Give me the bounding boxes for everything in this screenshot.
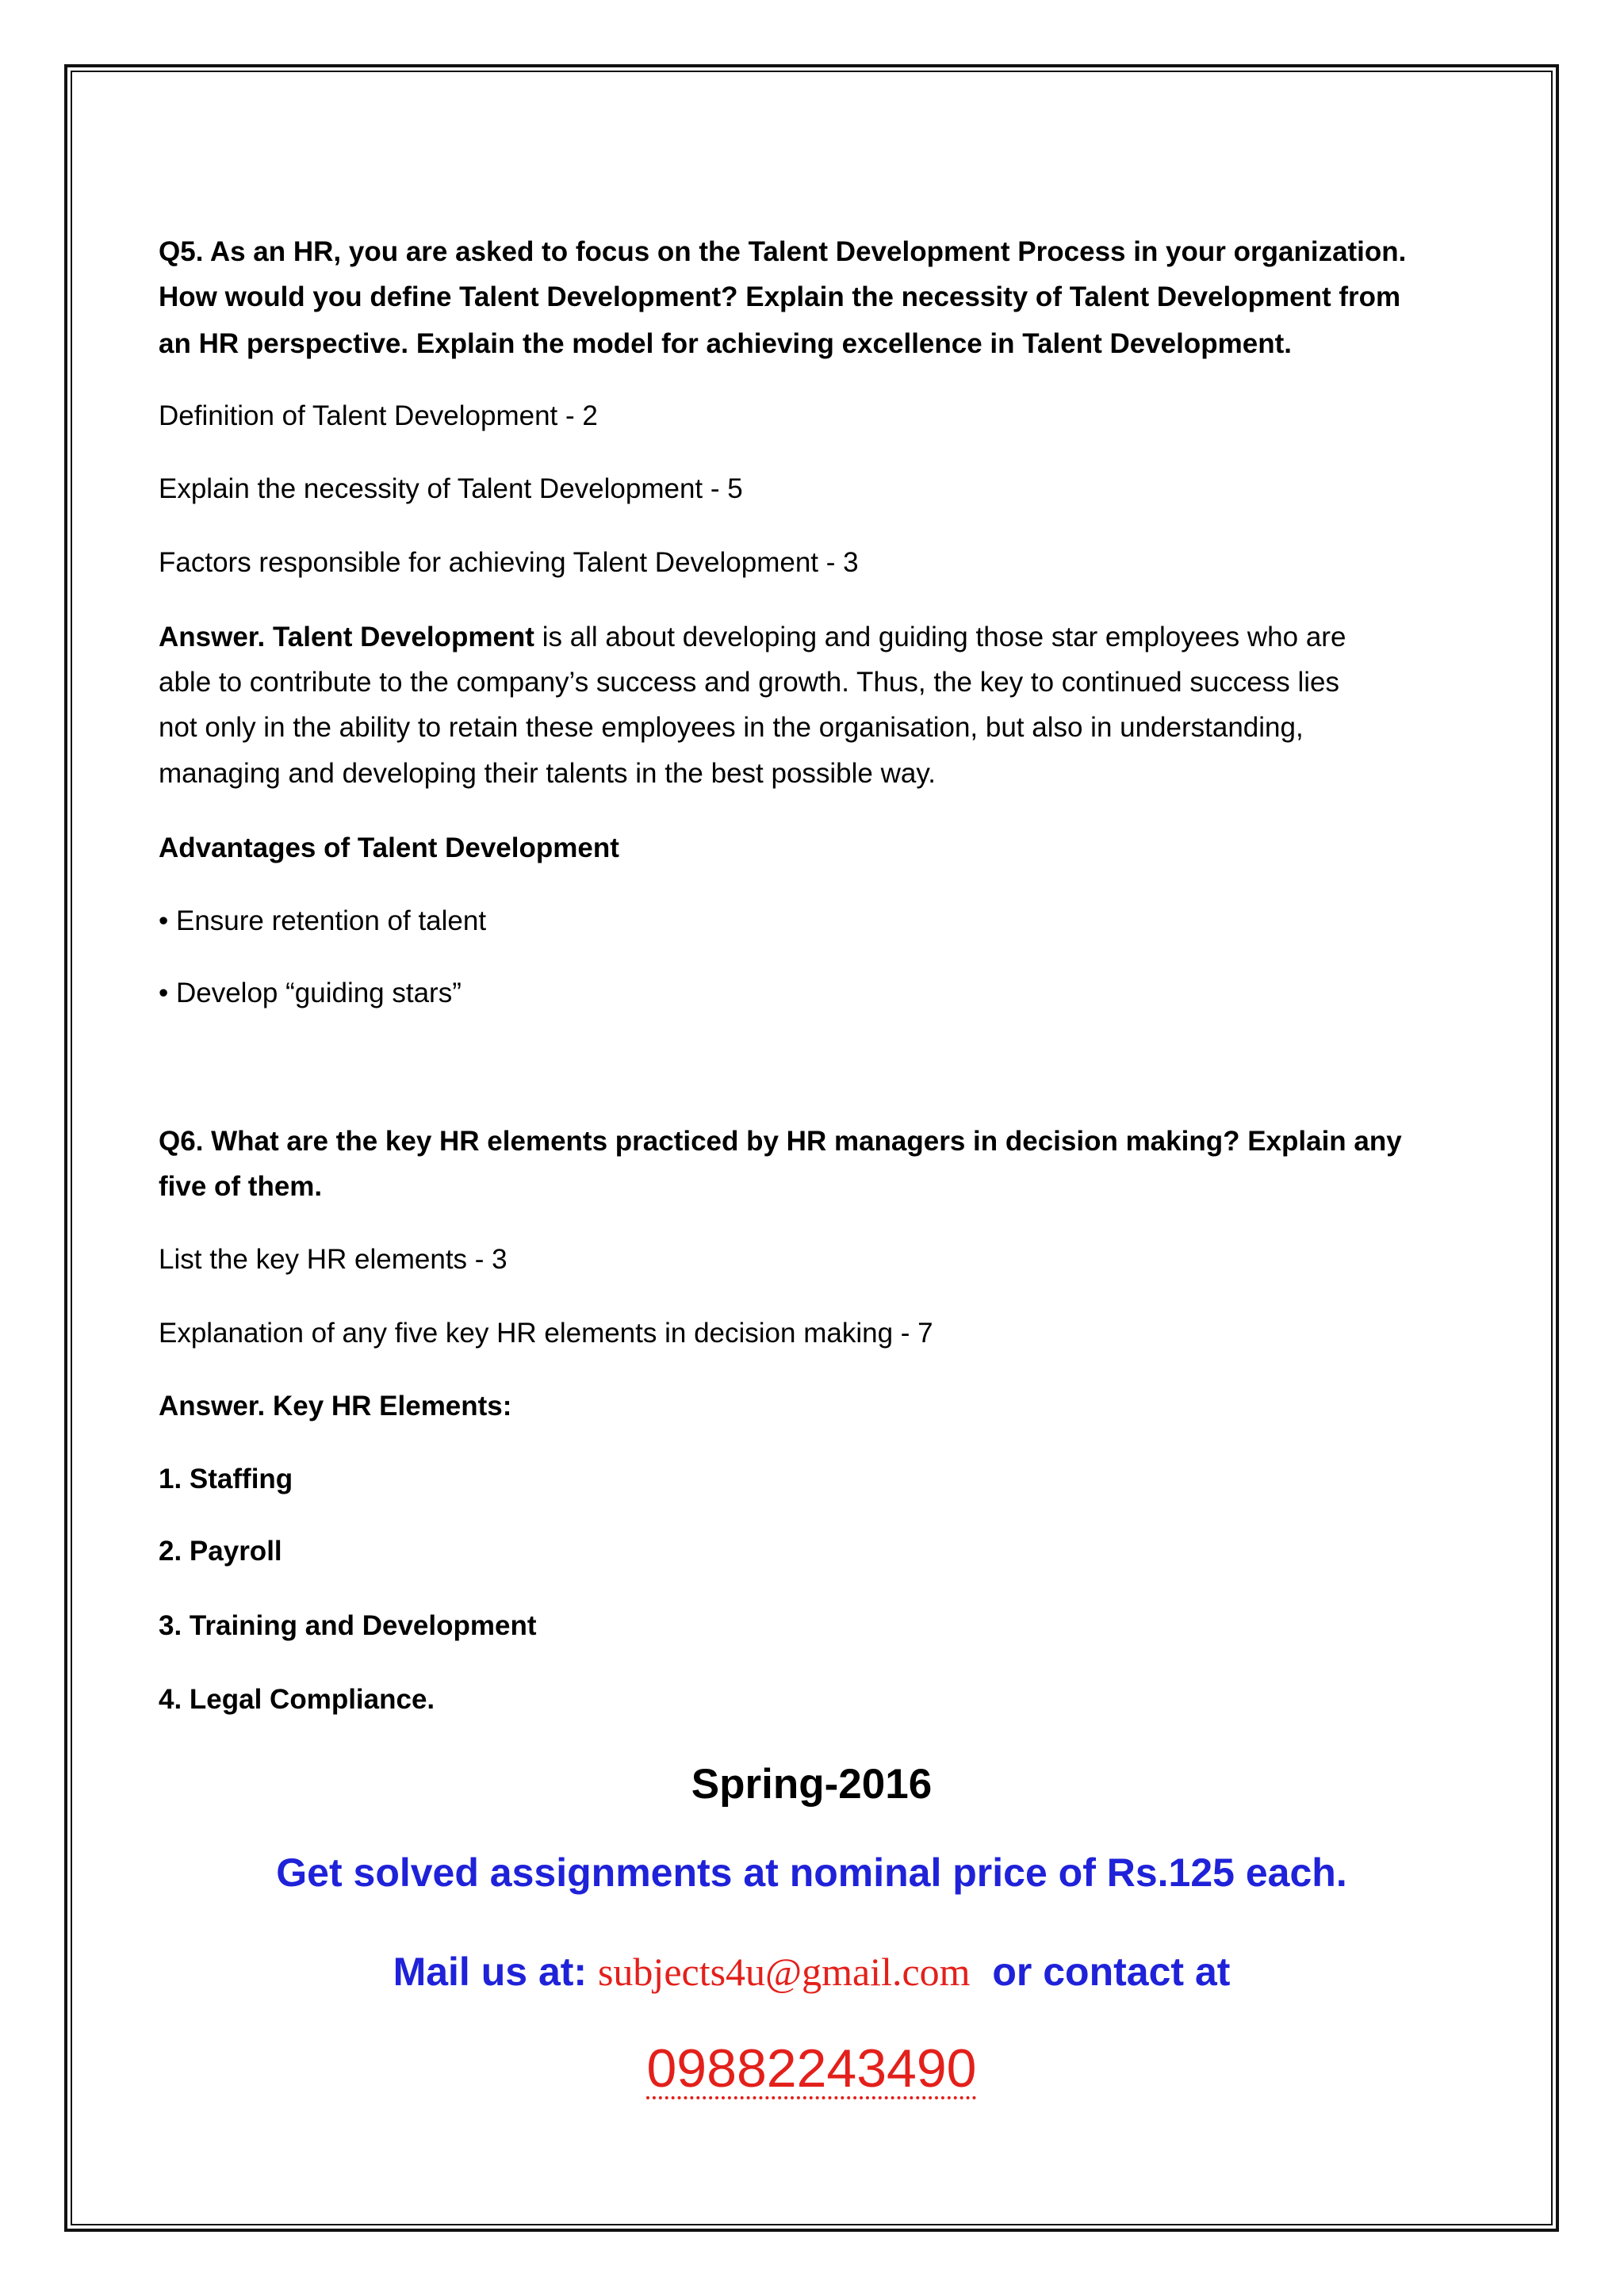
mail-label: Mail us at:	[393, 1950, 588, 1994]
q6-marking-list: List the key HR elements - 3	[159, 1244, 508, 1275]
q5-question-line-2: How would you define Talent Development? Explain the necessity of Talent Development from	[159, 281, 1401, 312]
mail-line	[64, 1946, 1559, 1997]
q5-question-line-1: Q5. As an HR, you are asked to focus on the Talent Development Process in your organization.	[159, 236, 1407, 267]
hr-element-3: 3. Training and Development	[159, 1610, 537, 1641]
season-title: Spring-2016	[691, 1761, 933, 1808]
hr-element-2: 2. Payroll	[159, 1536, 282, 1567]
q5-answer-line-1	[159, 621, 1346, 654]
hr-element-1: 1. Staffing	[159, 1464, 293, 1494]
email-address: subjects4u@gmail.com	[597, 1950, 971, 1994]
phone-number: 09882243490	[646, 2038, 977, 2099]
advantages-heading: Advantages of Talent Development	[159, 832, 619, 863]
answer-text: is all about developing and guiding those star employees who are	[542, 622, 1346, 652]
q5-question-line-3: an HR perspective. Explain the model for achieving excellence in Talent Development.	[159, 328, 1292, 359]
answer-label: Answer.	[159, 622, 266, 652]
q5-marking-definition: Definition of Talent Development - 2	[159, 400, 598, 431]
q5-marking-necessity: Explain the necessity of Talent Development - 5	[159, 473, 743, 504]
contact-label: or contact at	[992, 1950, 1231, 1994]
q5-marking-factors: Factors responsible for achieving Talent Development - 3	[159, 547, 859, 578]
answer-term: Talent Development	[272, 622, 534, 652]
q6-marking-explanation: Explanation of any five key HR elements in decision making - 7	[159, 1318, 933, 1349]
hr-element-4: 4. Legal Compliance.	[159, 1684, 435, 1715]
advantage-bullet-2: • Develop “guiding stars”	[159, 978, 462, 1008]
q5-answer-line-3: not only in the ability to retain these employees in the organisation, but also in understanding,	[159, 712, 1304, 743]
promo-text: Get solved assignments at nominal price of Rs.125 each.	[276, 1850, 1347, 1895]
advantage-bullet-1: • Ensure retention of talent	[159, 905, 487, 936]
q5-answer-line-2: able to contribute to the company’s success and growth. Thus, the key to continued success lies	[159, 667, 1339, 698]
phone-line	[64, 2037, 1559, 2100]
q6-question-line-1: Q6. What are the key HR elements practiced by HR managers in decision making? Explain any	[159, 1126, 1402, 1157]
q5-answer-line-4: managing and developing their talents in the best possible way.	[159, 758, 936, 789]
q6-answer-heading: Answer. Key HR Elements:	[159, 1391, 512, 1422]
q6-question-line-2: five of them.	[159, 1171, 323, 1202]
